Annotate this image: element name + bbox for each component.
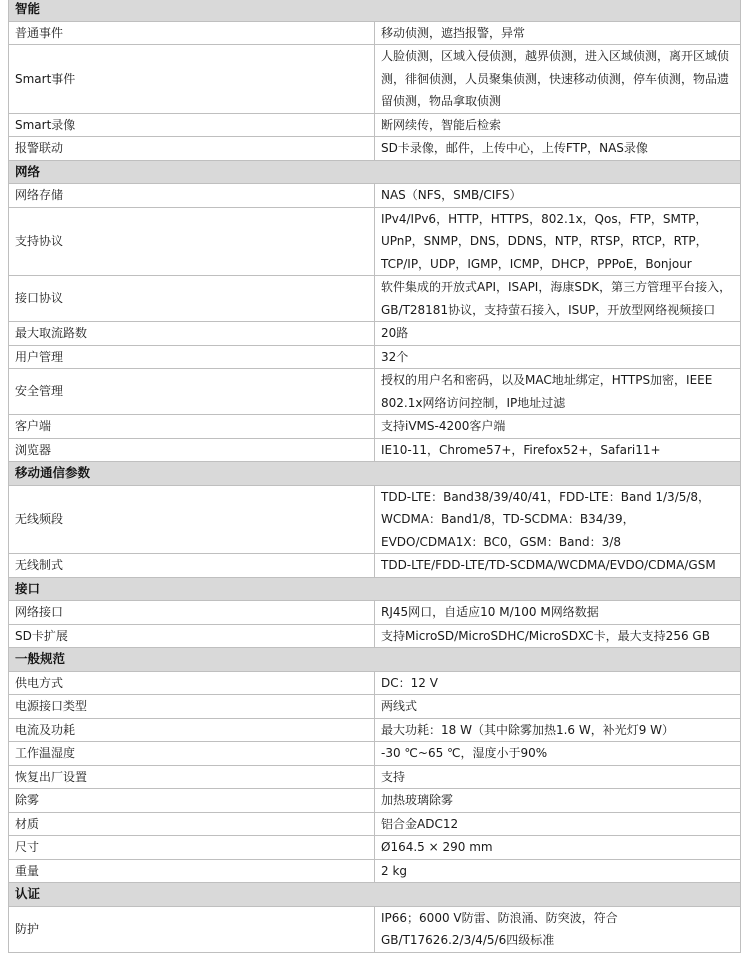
spec-row xyxy=(9,113,741,137)
spec-row xyxy=(9,276,741,322)
spec-row xyxy=(9,671,741,695)
spec-label: 支持协议 xyxy=(9,207,375,276)
spec-value: SD卡录像，邮件，上传中心，上传FTP，NAS录像 xyxy=(375,137,741,161)
spec-table-body xyxy=(9,0,741,952)
spec-row xyxy=(9,322,741,346)
spec-row xyxy=(9,906,741,952)
spec-label: Smart事件 xyxy=(9,45,375,114)
spec-label: 用户管理 xyxy=(9,345,375,369)
spec-label: 无线频段 xyxy=(9,485,375,554)
spec-value: IE10-11，Chrome57+，Firefox52+，Safari11+ xyxy=(375,438,741,462)
section-title: 网络 xyxy=(9,160,741,184)
spec-row xyxy=(9,137,741,161)
spec-label: 材质 xyxy=(9,812,375,836)
spec-value: 断网续传，智能后检索 xyxy=(375,113,741,137)
spec-value: 授权的用户名和密码，以及MAC地址绑定，HTTPS加密，IEEE 802.1x网络访问控制，IP地址过滤 xyxy=(375,369,741,415)
spec-label: SD卡扩展 xyxy=(9,624,375,648)
spec-row xyxy=(9,718,741,742)
spec-label: 普通事件 xyxy=(9,21,375,45)
spec-value: NAS（NFS，SMB/CIFS） xyxy=(375,184,741,208)
spec-value: 软件集成的开放式API，ISAPI，海康SDK，第三方管理平台接入，GB/T28181协议，支持萤石接入，ISUP，开放型网络视频接口 xyxy=(375,276,741,322)
spec-value: 32个 xyxy=(375,345,741,369)
spec-label: 安全管理 xyxy=(9,369,375,415)
spec-row xyxy=(9,207,741,276)
spec-row xyxy=(9,859,741,883)
section-header-row xyxy=(9,462,741,486)
spec-value: 两线式 xyxy=(375,695,741,719)
spec-value: 支持MicroSD/MicroSDHC/MicroSDXC卡，最大支持256 GB xyxy=(375,624,741,648)
section-title: 移动通信参数 xyxy=(9,462,741,486)
spec-value: 支持iVMS-4200客户端 xyxy=(375,415,741,439)
section-header-row xyxy=(9,883,741,907)
spec-value: 最大功耗：18 W（其中除雾加热1.6 W，补光灯9 W） xyxy=(375,718,741,742)
spec-table xyxy=(8,0,741,953)
spec-row xyxy=(9,485,741,554)
spec-label: 除雾 xyxy=(9,789,375,813)
spec-label: 恢复出厂设置 xyxy=(9,765,375,789)
spec-row xyxy=(9,554,741,578)
spec-value: TDD-LTE：Band38/39/40/41，FDD-LTE：Band 1/3/5/8，WCDMA：Band1/8，TD-SCDMA：B34/39，EVDO/CDMA1X：BC0，GSM：Band：3/8 xyxy=(375,485,741,554)
spec-row xyxy=(9,812,741,836)
spec-label: 工作温湿度 xyxy=(9,742,375,766)
section-title: 接口 xyxy=(9,577,741,601)
section-title: 一般规范 xyxy=(9,648,741,672)
spec-label: 尺寸 xyxy=(9,836,375,860)
spec-value: 铝合金ADC12 xyxy=(375,812,741,836)
spec-value: 移动侦测，遮挡报警，异常 xyxy=(375,21,741,45)
spec-row xyxy=(9,369,741,415)
spec-label: 无线制式 xyxy=(9,554,375,578)
spec-row xyxy=(9,695,741,719)
spec-value: -30 ℃~65 ℃，湿度小于90% xyxy=(375,742,741,766)
spec-row xyxy=(9,601,741,625)
spec-label: Smart录像 xyxy=(9,113,375,137)
spec-label: 网络接口 xyxy=(9,601,375,625)
spec-value: IPv4/IPv6，HTTP，HTTPS，802.1x，Qos，FTP，SMTP，UPnP，SNMP，DNS，DDNS，NTP，RTSP，RTCP，RTP，TCP/IP，UDP，IGMP，ICMP，DHCP，PPPoE，Bonjour xyxy=(375,207,741,276)
spec-row xyxy=(9,438,741,462)
spec-row xyxy=(9,45,741,114)
spec-row xyxy=(9,836,741,860)
spec-value: 支持 xyxy=(375,765,741,789)
spec-value: 人脸侦测，区域入侵侦测，越界侦测，进入区域侦测，离开区域侦测，徘徊侦测，人员聚集侦测，快速移动侦测，停车侦测，物品遗留侦测，物品拿取侦测 xyxy=(375,45,741,114)
spec-value: TDD-LTE/FDD-LTE/TD-SCDMA/WCDMA/EVDO/CDMA/GSM xyxy=(375,554,741,578)
spec-value: 20路 xyxy=(375,322,741,346)
spec-value: Ø164.5 × 290 mm xyxy=(375,836,741,860)
spec-label: 电源接口类型 xyxy=(9,695,375,719)
section-header-row xyxy=(9,648,741,672)
section-title: 认证 xyxy=(9,883,741,907)
section-header-row xyxy=(9,160,741,184)
spec-label: 供电方式 xyxy=(9,671,375,695)
section-title: 智能 xyxy=(9,0,741,21)
spec-label: 接口协议 xyxy=(9,276,375,322)
spec-row xyxy=(9,742,741,766)
spec-row xyxy=(9,765,741,789)
spec-value: 2 kg xyxy=(375,859,741,883)
spec-row xyxy=(9,345,741,369)
spec-value: RJ45网口，自适应10 M/100 M网络数据 xyxy=(375,601,741,625)
spec-label: 网络存储 xyxy=(9,184,375,208)
spec-value: IP66；6000 V防雷、防浪涌、防突波，符合GB/T17626.2/3/4/5/6四级标准 xyxy=(375,906,741,952)
spec-label: 电流及功耗 xyxy=(9,718,375,742)
spec-label: 报警联动 xyxy=(9,137,375,161)
spec-row xyxy=(9,624,741,648)
spec-label: 浏览器 xyxy=(9,438,375,462)
section-header-row xyxy=(9,577,741,601)
spec-label: 防护 xyxy=(9,906,375,952)
spec-row xyxy=(9,21,741,45)
spec-label: 客户端 xyxy=(9,415,375,439)
spec-label: 最大取流路数 xyxy=(9,322,375,346)
spec-row xyxy=(9,789,741,813)
section-header-row xyxy=(9,0,741,21)
spec-value: DC：12 V xyxy=(375,671,741,695)
spec-row xyxy=(9,415,741,439)
spec-row xyxy=(9,184,741,208)
spec-value: 加热玻璃除雾 xyxy=(375,789,741,813)
spec-label: 重量 xyxy=(9,859,375,883)
